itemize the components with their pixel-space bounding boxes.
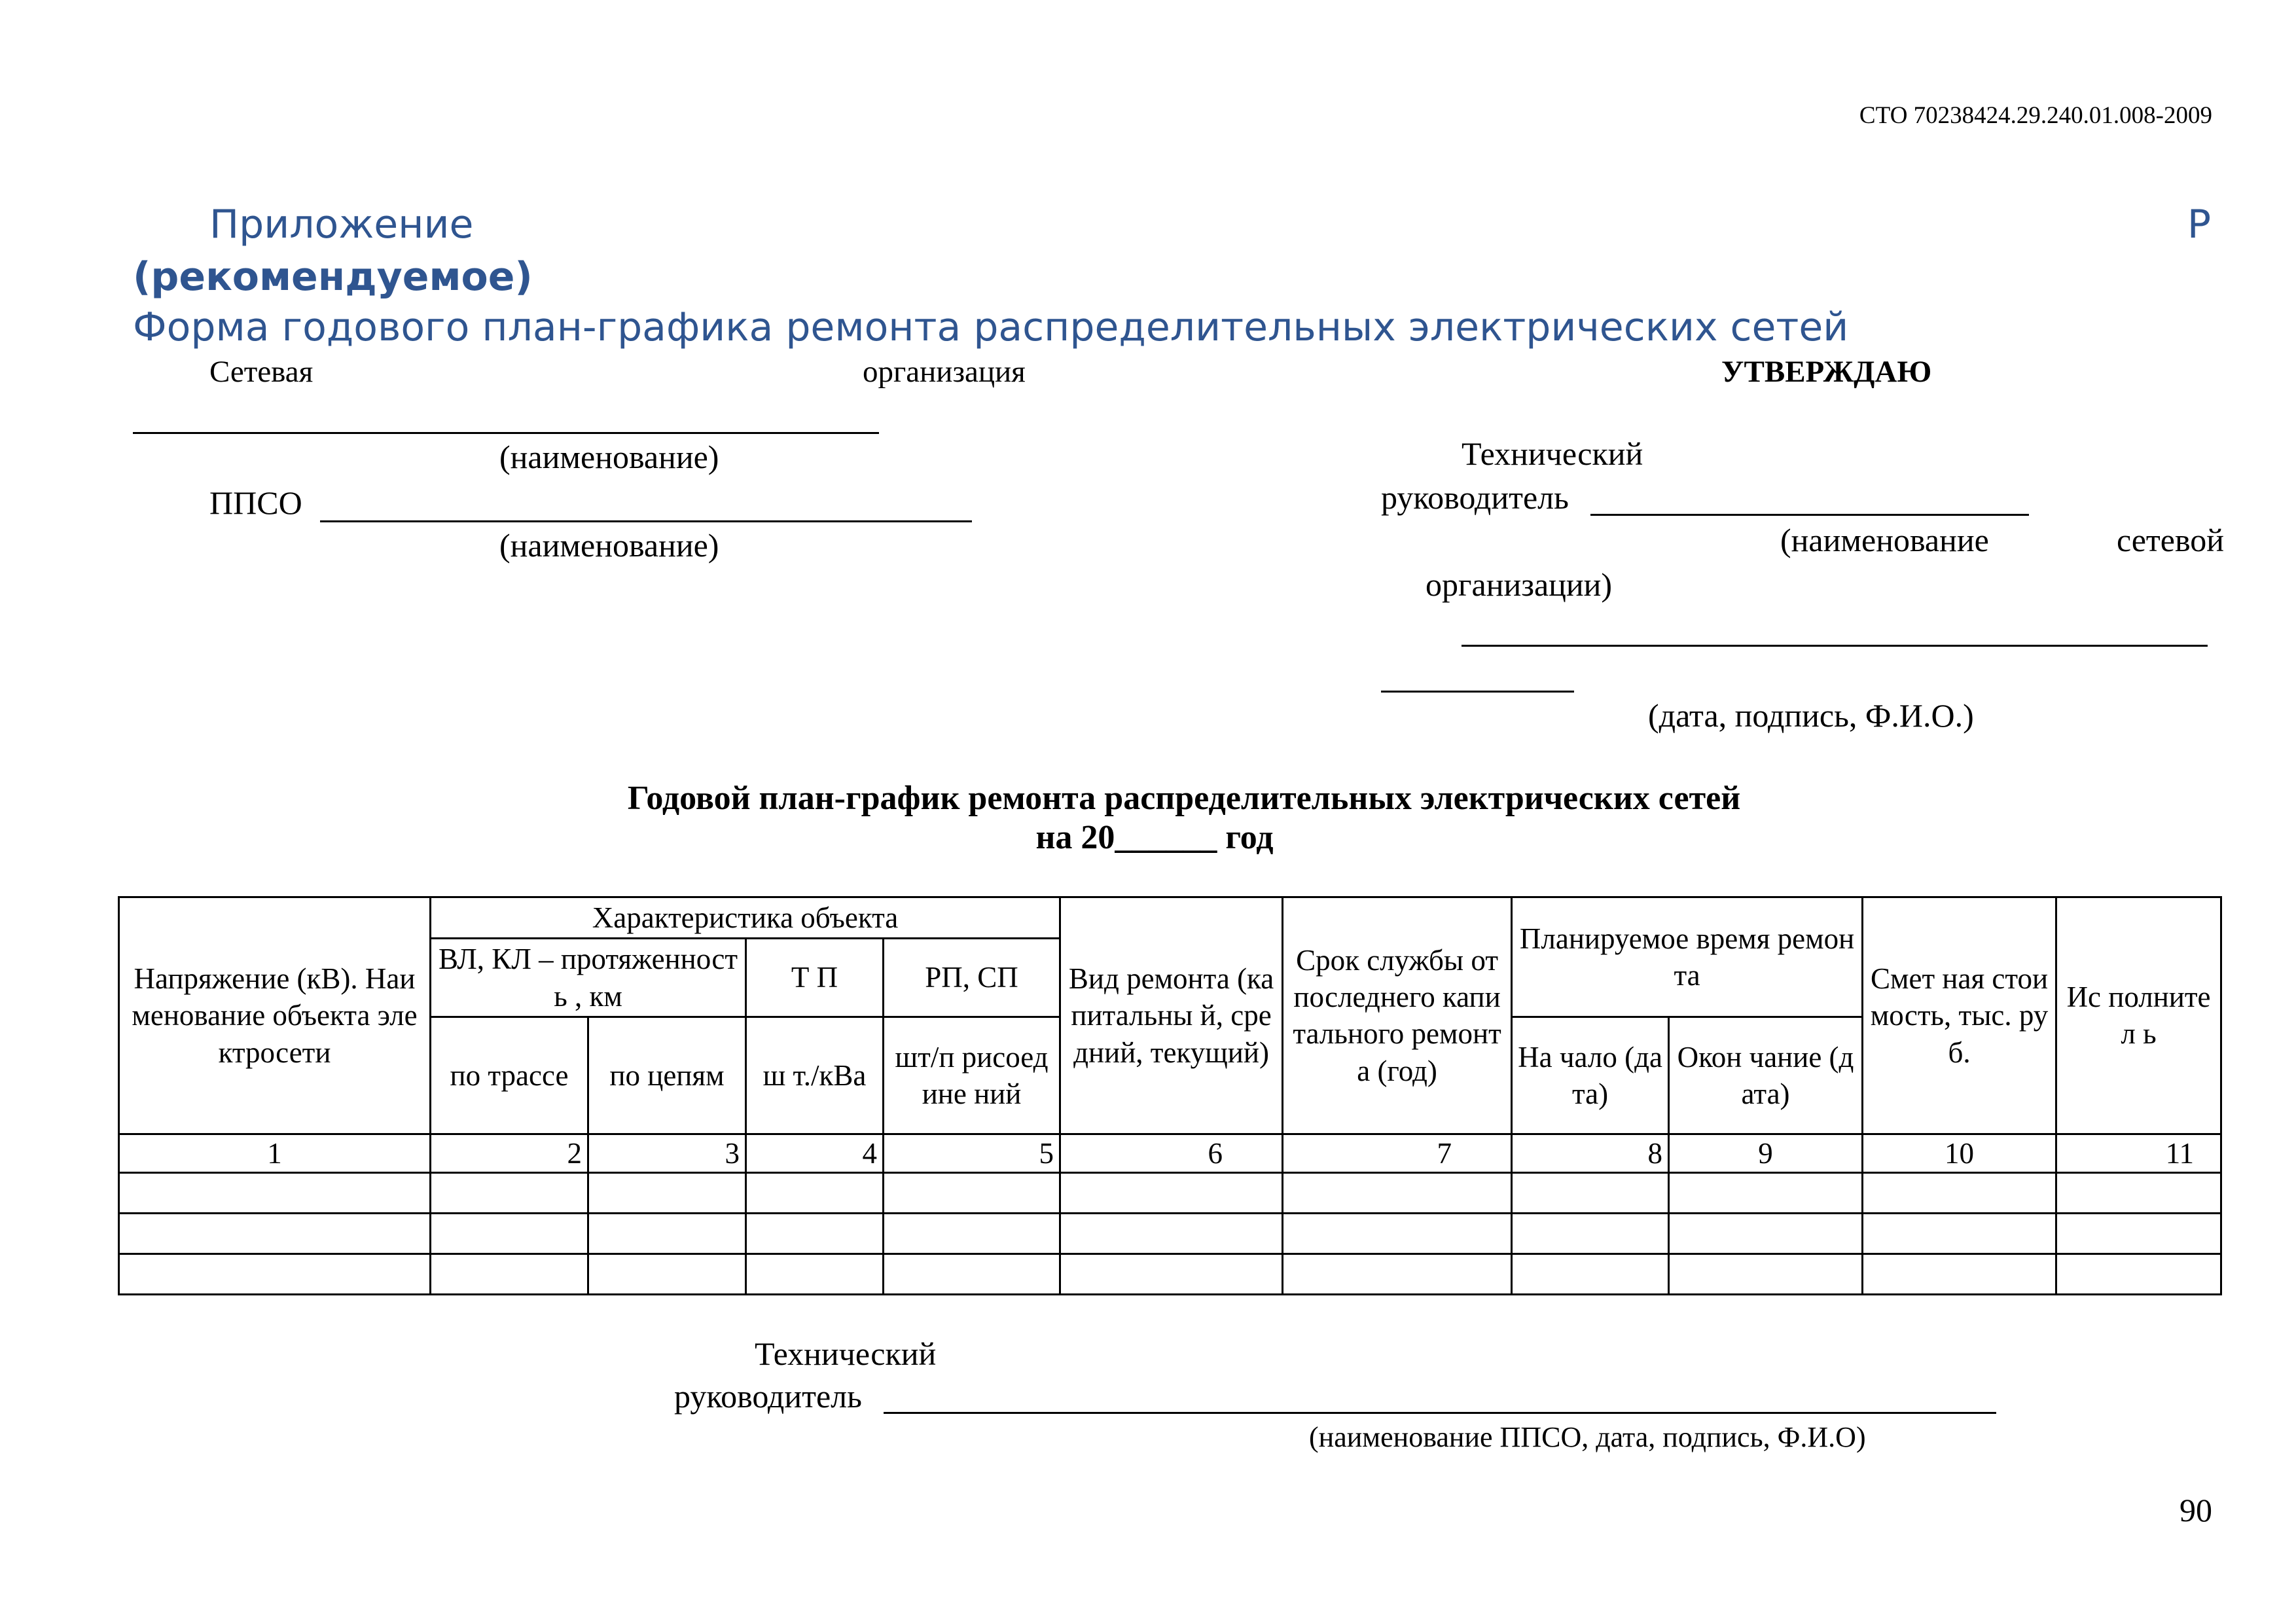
approval-signature-line — [1590, 514, 2029, 516]
table-cell[interactable] — [2056, 1214, 2221, 1254]
document-code: СТО 70238424.29.240.01.008-2009 — [1859, 102, 2212, 129]
col-header-connections: шт/п рисоедине ний — [884, 1017, 1060, 1134]
column-number: 5 — [884, 1134, 1060, 1172]
approval-position-line1: Технический — [1462, 435, 1643, 472]
plan-title-line2: на 20______ год — [1035, 819, 1274, 856]
column-number: 8 — [1512, 1134, 1669, 1172]
footer-position-line1: Технический — [755, 1335, 937, 1372]
plan-title — [0, 779, 2296, 857]
table-cell[interactable] — [1512, 1254, 1669, 1295]
table-cell[interactable] — [1512, 1173, 1669, 1214]
table-cell[interactable] — [884, 1214, 1060, 1254]
table-cell[interactable] — [746, 1214, 884, 1254]
table-cell[interactable] — [119, 1173, 431, 1214]
org-label-word1: Сетевая — [209, 355, 314, 389]
table-row — [119, 1173, 2221, 1214]
group-header-planned-time: Планируемое время ремонта — [1512, 897, 1863, 1017]
table-cell[interactable] — [1060, 1214, 1283, 1254]
subheader-tp: Т П — [746, 939, 884, 1017]
appendix-status: (рекомендуемое) — [133, 254, 533, 300]
col-header-service-life: Срок службы от последнего капитального ремонта (год) — [1283, 897, 1512, 1134]
plan-table — [118, 896, 2222, 1295]
column-number: 11 — [2056, 1134, 2221, 1172]
table-cell[interactable] — [1060, 1254, 1283, 1295]
column-number: 4 — [746, 1134, 884, 1172]
table-cell[interactable] — [746, 1254, 884, 1295]
page-number: 90 — [2179, 1492, 2212, 1528]
approval-caption-b: сетевой — [2116, 522, 2224, 558]
footer-signature-line — [884, 1412, 1996, 1414]
table-cell[interactable] — [746, 1173, 884, 1214]
approval-sign-caption: (дата, подпись, Ф.И.О.) — [1648, 697, 1974, 734]
table-cell[interactable] — [431, 1214, 588, 1254]
col-header-executor: Ис полнител ь — [2056, 897, 2221, 1134]
approval-date-line-1 — [1462, 645, 2208, 647]
footer-caption: (наименование ППСО, дата, подпись, Ф.И.О) — [1309, 1421, 1866, 1453]
column-number: 7 — [1283, 1134, 1512, 1172]
column-numbers-row — [119, 1134, 2221, 1172]
table-cell[interactable] — [588, 1254, 746, 1295]
column-number: 9 — [1669, 1134, 1863, 1172]
ppso-label: ППСО — [209, 484, 302, 521]
subheader-vl-kl: ВЛ, КЛ – протяженность , км — [431, 939, 746, 1017]
table-cell[interactable] — [1863, 1254, 2056, 1295]
column-number: 3 — [588, 1134, 746, 1172]
table-cell[interactable] — [1060, 1173, 1283, 1214]
table-cell[interactable] — [1283, 1214, 1512, 1254]
appendix-word: Приложение — [209, 202, 474, 247]
col-header-by-route: по трассе — [431, 1017, 588, 1134]
approval-position-line2: руководитель — [1381, 479, 1569, 516]
column-number: 1 — [119, 1134, 431, 1172]
appendix-title: Форма годового план-графика ремонта распределительных электрических сетей — [133, 304, 1849, 350]
table-row — [119, 1254, 2221, 1295]
approval-caption-a: (наименование — [1780, 522, 1989, 558]
table-cell[interactable] — [1669, 1173, 1863, 1214]
table-cell[interactable] — [1283, 1173, 1512, 1214]
col-header-start-date: На чало (дата) — [1512, 1017, 1669, 1134]
table-cell[interactable] — [1512, 1214, 1669, 1254]
table-cell[interactable] — [431, 1254, 588, 1295]
approval-date-line-2 — [1381, 691, 1574, 693]
table-cell[interactable] — [2056, 1173, 2221, 1214]
footer-position-line2: руководитель — [674, 1378, 862, 1415]
table-cell[interactable] — [588, 1173, 746, 1214]
approval-caption-c: организации) — [1426, 566, 1613, 603]
table-cell[interactable] — [431, 1173, 588, 1214]
table-cell[interactable] — [588, 1214, 746, 1254]
approval-title: УТВЕРЖДАЮ — [1721, 355, 1932, 389]
table-cell[interactable] — [1863, 1173, 2056, 1214]
org-label-word2: организация — [863, 355, 1026, 389]
subheader-rp-sp: РП, СП — [884, 939, 1060, 1017]
table-cell[interactable] — [119, 1254, 431, 1295]
col-header-tp-count: ш т./кВа — [746, 1017, 884, 1134]
column-number: 2 — [431, 1134, 588, 1172]
col-header-cost: Смет ная стоимость, тыс. руб. — [1863, 897, 2056, 1134]
table-cell[interactable] — [2056, 1254, 2221, 1295]
table-row — [119, 1214, 2221, 1254]
group-header-characteristics: Характеристика объекта — [431, 897, 1060, 939]
ppso-name-line — [320, 520, 972, 522]
table-cell[interactable] — [884, 1254, 1060, 1295]
table-cell[interactable] — [1863, 1214, 2056, 1254]
col-header-repair-type: Вид ремонта (капитальны й, средний, текущий) — [1060, 897, 1283, 1134]
org-name-caption: (наименование) — [499, 439, 719, 475]
table-cell[interactable] — [1283, 1254, 1512, 1295]
col-header-end-date: Окон чание (дата) — [1669, 1017, 1863, 1134]
column-number: 10 — [1863, 1134, 2056, 1172]
org-name-line — [133, 432, 879, 434]
ppso-name-caption: (наименование) — [499, 527, 719, 564]
col-header-by-circuits: по цепям — [588, 1017, 746, 1134]
table-cell[interactable] — [1669, 1214, 1863, 1254]
plan-title-line1: Годовой план-график ремонта распределительных электрических сетей — [627, 780, 1741, 817]
column-number: 6 — [1060, 1134, 1283, 1172]
appendix-letter: Р — [2187, 202, 2211, 247]
table-cell[interactable] — [884, 1173, 1060, 1214]
table-cell[interactable] — [119, 1214, 431, 1254]
table-cell[interactable] — [1669, 1254, 1863, 1295]
col-header-object: Напряжение (кВ). Наименование объекта электросети — [119, 897, 431, 1134]
